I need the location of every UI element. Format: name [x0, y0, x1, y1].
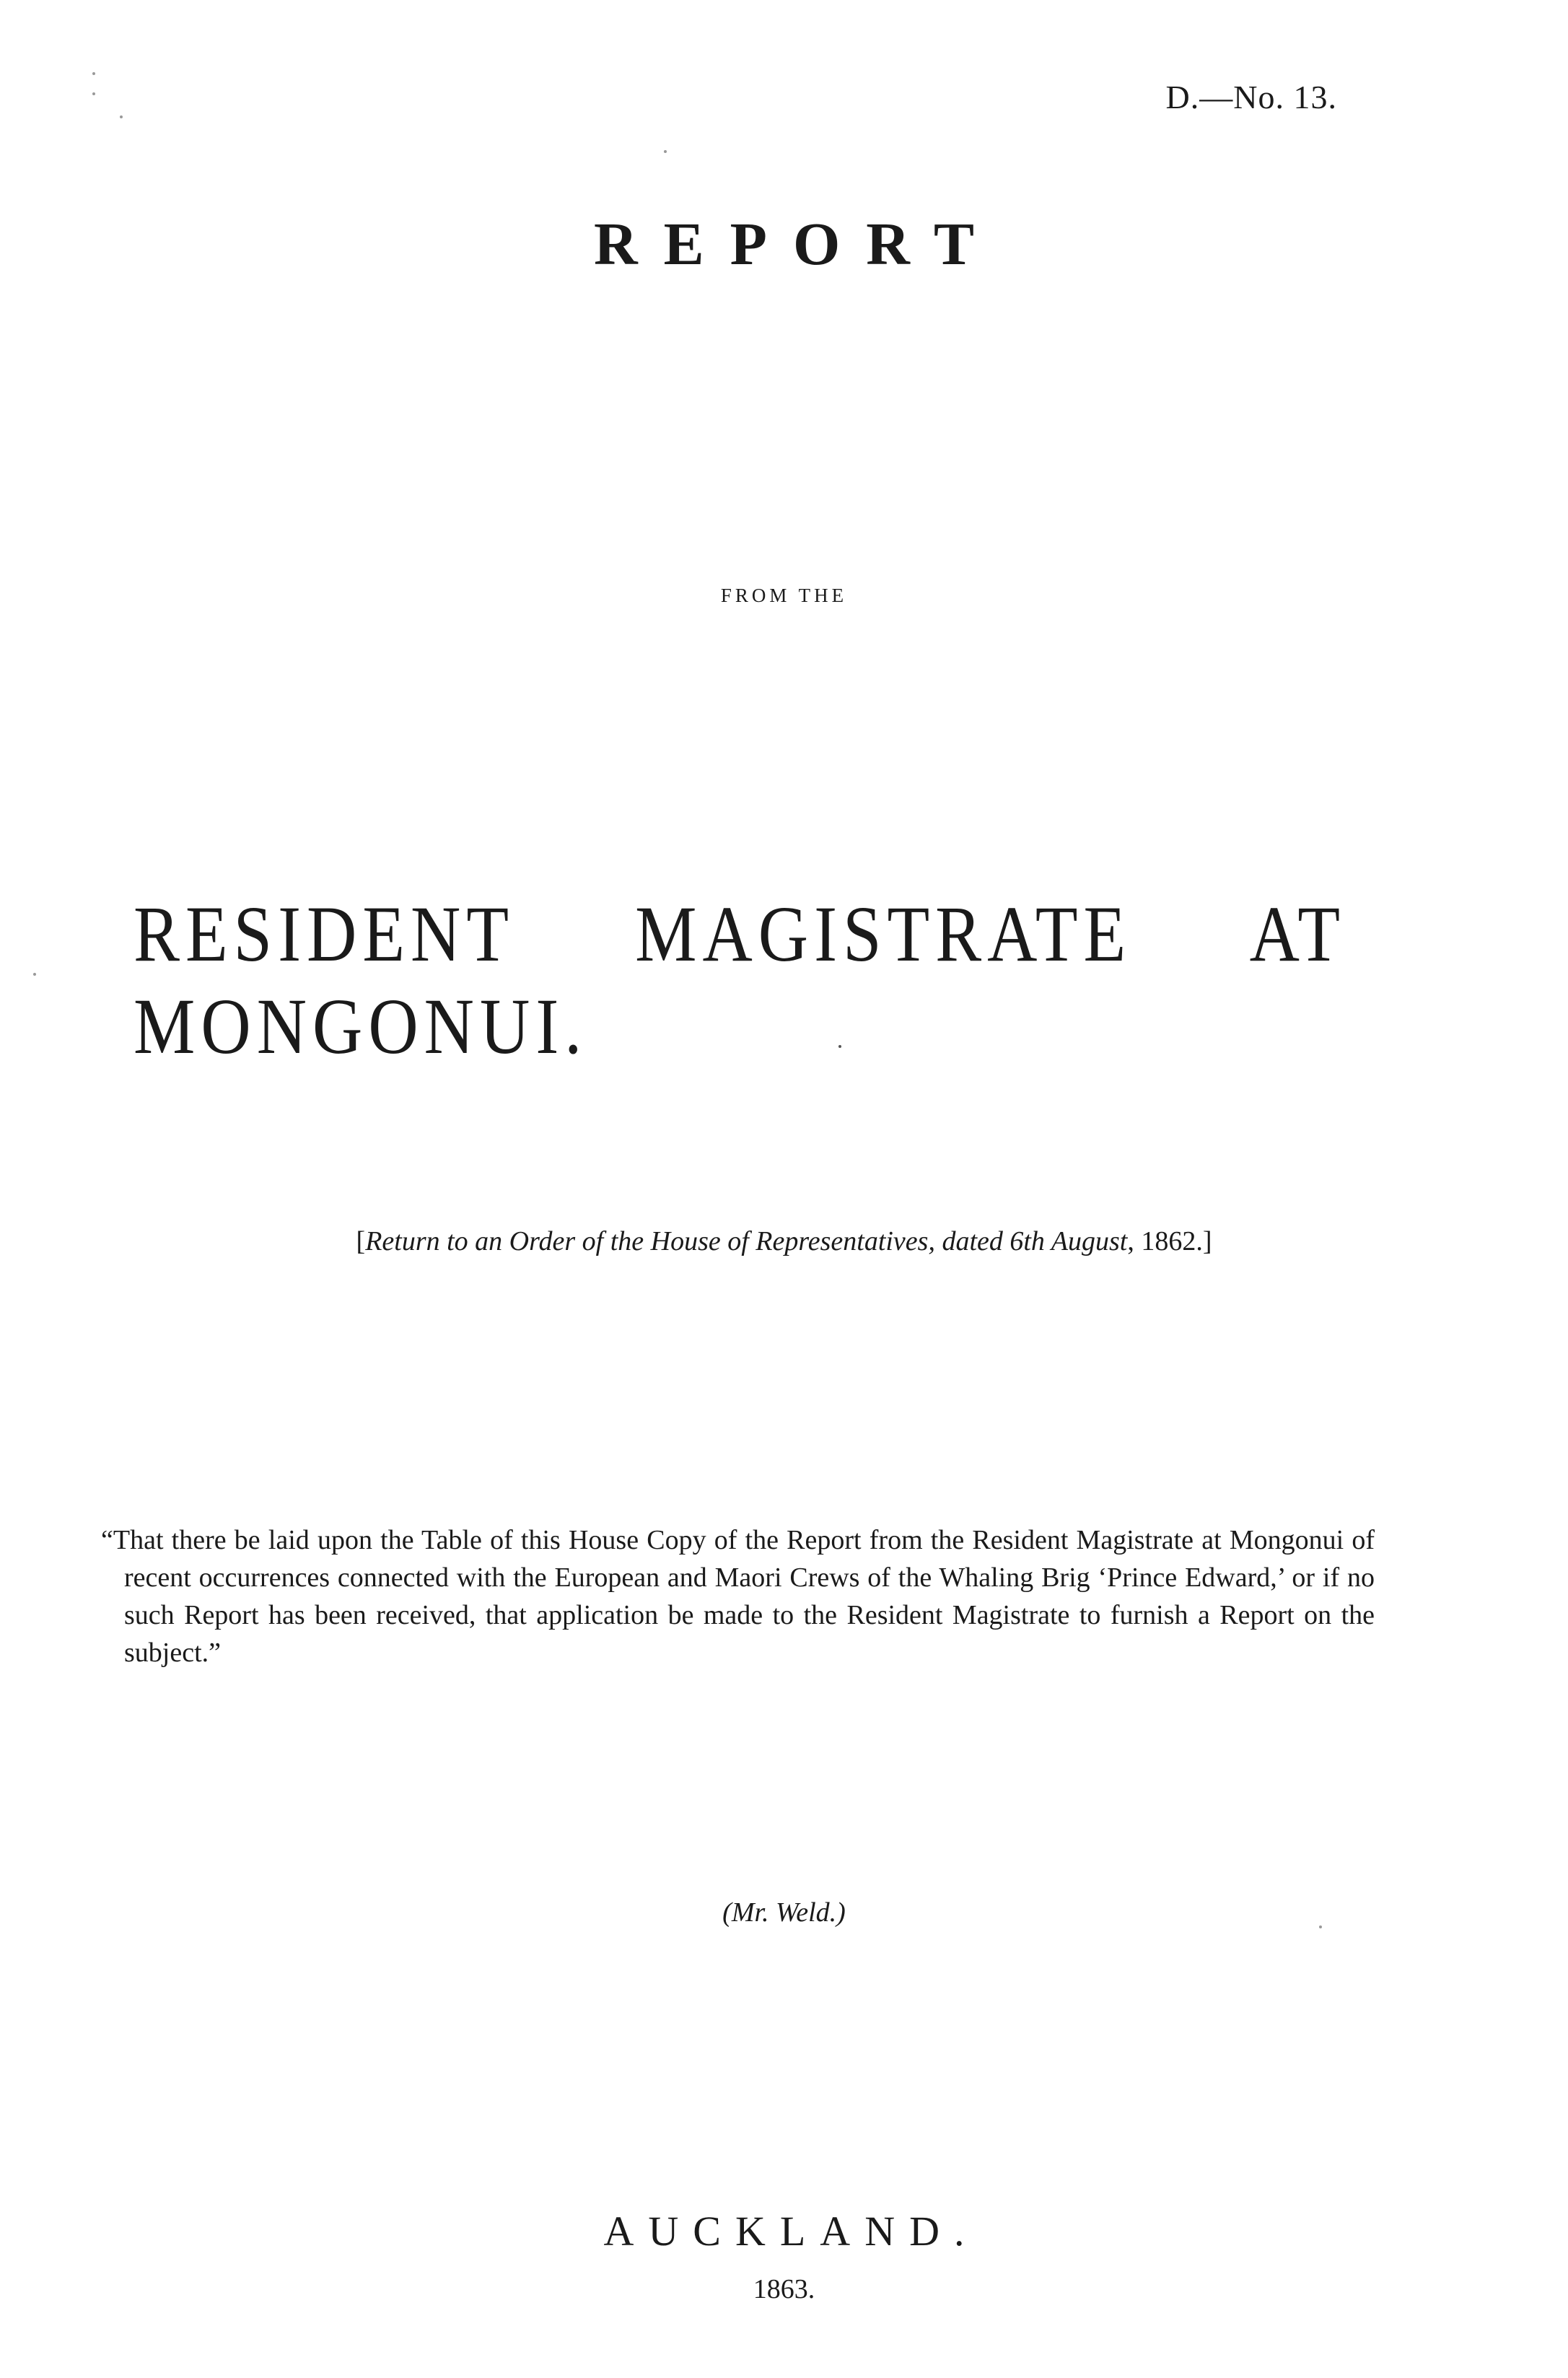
return-note-month: August	[1044, 1226, 1128, 1256]
from-the-label: FROM THE	[720, 585, 848, 606]
paper-speck	[664, 150, 667, 153]
return-note	[0, 1225, 1568, 1257]
document-number: D.—No. 13.	[1165, 79, 1337, 115]
paper-speck	[120, 115, 123, 118]
main-heading: RESIDENT MAGISTRATE AT MONGONUI.	[133, 889, 1346, 1070]
paper-speck	[92, 92, 95, 95]
return-note-day: 6th	[1009, 1226, 1045, 1256]
paper-speck	[92, 72, 95, 75]
paper-speck	[33, 973, 36, 976]
paper-speck	[1319, 1925, 1322, 1928]
return-note-text: Return to an Order of the House of Representatives, dated	[365, 1226, 1010, 1256]
return-note-year: , 1862.]	[1127, 1226, 1212, 1256]
imprint-year: 1863.	[753, 2274, 815, 2304]
imprint-place: AUCKLAND.	[603, 2208, 979, 2255]
motion-quote: “That there be laid upon the Table of this House Copy of the Report from the Resident Magistrate at Mongonui of recent occurrences connected with the European and Maori Crews of the Whaling Brig ‘Prince Edward,’ or if no such Report has been received, that application be made to the Resident Magistrate to furnish a Report on the subject.”	[101, 1525, 1375, 1668]
report-title: REPORT	[593, 211, 1001, 278]
paper-speck	[838, 1045, 841, 1048]
return-note-open-bracket: [	[356, 1226, 366, 1256]
mover-name: (Mr. Weld.)	[722, 1897, 846, 1928]
